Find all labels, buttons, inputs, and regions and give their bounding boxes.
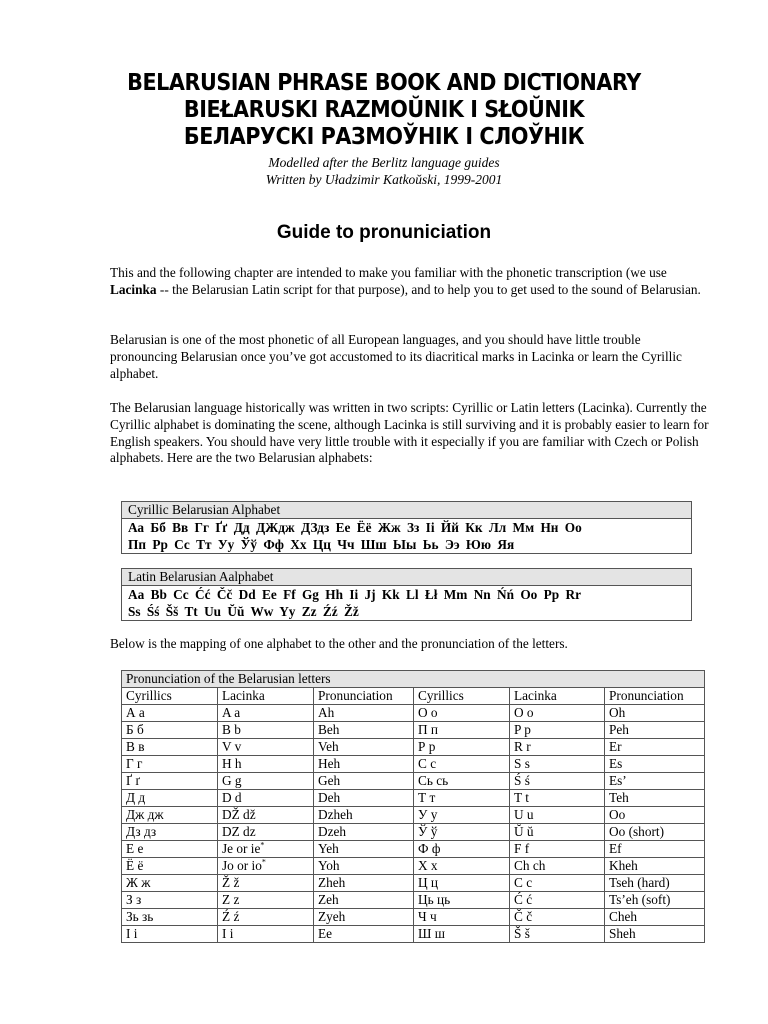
table-cell: С с [414, 756, 510, 773]
paragraph-phonetic-text: Belarusian is one of the most phonetic of all European languages, and you should have little trouble pronouncing Belarusian once you’ve got accustomed to its diacritical marks in Lacinka or learn the Cyrillic alphabet. [110, 332, 682, 381]
table-cell: В в [122, 739, 218, 756]
pronunciation-table [121, 670, 705, 943]
table-cell: Heh [314, 756, 414, 773]
table-row [122, 909, 705, 926]
table-row [122, 926, 705, 943]
table-cell: Dzheh [314, 807, 414, 824]
table-cell: Х х [414, 858, 510, 875]
table-row [122, 858, 705, 875]
table-cell: Er [605, 739, 705, 756]
paragraph-phonetic [110, 332, 710, 382]
table-cell: А а [122, 705, 218, 722]
table-row [122, 705, 705, 722]
table-row [122, 722, 705, 739]
table-cell: П п [414, 722, 510, 739]
table-cell: Д д [122, 790, 218, 807]
table-cell: Ч ч [414, 909, 510, 926]
table-row [122, 875, 705, 892]
column-header: Lacinka [510, 688, 605, 705]
table-cell: Ў ў [414, 824, 510, 841]
table-cell: Б б [122, 722, 218, 739]
table-cell: У у [414, 807, 510, 824]
table-cell: C c [510, 875, 605, 892]
table-cell: S s [510, 756, 605, 773]
table-cell: Kheh [605, 858, 705, 875]
footnote-mark: * [261, 857, 266, 867]
title-english: BELARUSIAN PHRASE BOOK AND DICTIONARY [127, 70, 641, 96]
table-cell: Ee [314, 926, 414, 943]
table-cell: F f [510, 841, 605, 858]
subtitle-author: Written by Uładzimir Katkoŭski, 1999-2001 [265, 172, 503, 187]
table-cell: I i [218, 926, 314, 943]
table-cell: Zyeh [314, 909, 414, 926]
table-cell: Зь зь [122, 909, 218, 926]
table-cell: Zeh [314, 892, 414, 909]
table-cell: Т т [414, 790, 510, 807]
table-cell: Ah [314, 705, 414, 722]
column-header: Lacinka [218, 688, 314, 705]
table-cell: Ts’eh (soft) [605, 892, 705, 909]
title-block [0, 70, 768, 188]
pronunciation-table-header-row [122, 688, 705, 705]
table-cell: Oo [605, 807, 705, 824]
table-cell: O o [510, 705, 605, 722]
cyrillic-alphabet-box [121, 501, 692, 554]
paragraph-intro-part1: This and the following chapter are intended to make you familiar with the phonetic transcription (we use [110, 265, 667, 280]
latin-alphabet-box [121, 568, 692, 621]
paragraph-intro-part2: -- the Belarusian Latin script for that purpose), and to help you to get used to the sound of Belarusian. [156, 281, 701, 297]
table-cell: Ж ж [122, 875, 218, 892]
table-cell: Ё ё [122, 858, 218, 875]
table-cell: Ch ch [510, 858, 605, 875]
table-cell: Je or ie* [218, 841, 314, 858]
table-cell: Г г [122, 756, 218, 773]
table-cell: Ц ц [414, 875, 510, 892]
table-cell: A a [218, 705, 314, 722]
table-cell: P p [510, 722, 605, 739]
latin-alphabet-row-2: Ss Śś Šš Tt Uu Ŭŭ Ww Yy Zz Źź Žž [128, 604, 359, 619]
table-cell: Teh [605, 790, 705, 807]
table-cell: R r [510, 739, 605, 756]
table-cell: Ž ž [218, 875, 314, 892]
table-row [122, 790, 705, 807]
table-cell: Deh [314, 790, 414, 807]
paragraph-scripts [110, 400, 710, 467]
table-cell: Sheh [605, 926, 705, 943]
table-cell: T t [510, 790, 605, 807]
table-cell: Tseh (hard) [605, 875, 705, 892]
table-cell: D d [218, 790, 314, 807]
pronunciation-table-caption-row [122, 671, 705, 688]
table-row [122, 824, 705, 841]
table-cell: DŽ dž [218, 807, 314, 824]
cyrillic-alphabet-title: Cyrillic Belarusian Alphabet [122, 502, 691, 519]
table-cell: І і [122, 926, 218, 943]
table-cell: Ш ш [414, 926, 510, 943]
table-cell: Dzeh [314, 824, 414, 841]
table-row [122, 841, 705, 858]
table-row [122, 807, 705, 824]
paragraph-scripts-text: The Belarusian language historically was written in two scripts: Cyrillic or Latin letters (Lacinka). Currently the Cyrillic alphabet is dominating the scene, although Lacinka is still surviving and it is probably easier to learn for English speakers. You should have very little trouble with it especially if you are familiar with Czech or Polish alphabets. Here are the two Belarusian alphabets: [110, 400, 709, 466]
column-header: Pronunciation [314, 688, 414, 705]
table-cell: V v [218, 739, 314, 756]
paragraph-intro [110, 265, 710, 299]
table-cell: Š š [510, 926, 605, 943]
table-row [122, 739, 705, 756]
section-heading: Guide to pronuniciation [276, 222, 492, 243]
table-cell: Es’ [605, 773, 705, 790]
table-cell: H h [218, 756, 314, 773]
table-cell: Ць ць [414, 892, 510, 909]
table-cell: Oh [605, 705, 705, 722]
mapping-intro: Below is the mapping of one alphabet to the other and the pronunciation of the letters. [110, 636, 568, 651]
table-cell: Дж дж [122, 807, 218, 824]
table-cell: Oo (short) [605, 824, 705, 841]
table-cell: Es [605, 756, 705, 773]
table-cell: Сь сь [414, 773, 510, 790]
table-cell: О о [414, 705, 510, 722]
table-cell: Ŭ ŭ [510, 824, 605, 841]
table-cell: Peh [605, 722, 705, 739]
table-cell: U u [510, 807, 605, 824]
table-cell: Č č [510, 909, 605, 926]
table-cell: Ś ś [510, 773, 605, 790]
table-cell: Jo or io* [218, 858, 314, 875]
table-cell: З з [122, 892, 218, 909]
table-cell: Ź ź [218, 909, 314, 926]
table-cell: Ef [605, 841, 705, 858]
table-cell: Yeh [314, 841, 414, 858]
lacinka-term: Lacinka [110, 281, 157, 297]
table-cell: Ґ ґ [122, 773, 218, 790]
table-cell: Е е [122, 841, 218, 858]
table-cell: DZ dz [218, 824, 314, 841]
table-cell: Zheh [314, 875, 414, 892]
table-row [122, 892, 705, 909]
latin-alphabet-title: Latin Belarusian Aalphabet [122, 569, 691, 586]
table-cell: Дз дз [122, 824, 218, 841]
table-cell: Veh [314, 739, 414, 756]
latin-alphabet-row-1: Aa Bb Cc Ćć Čč Dd Ee Ff Gg Hh Ii Jj Kk Ll Łł Mm Nn Ńń Oo Pp Rr [128, 587, 582, 602]
table-cell: Ф ф [414, 841, 510, 858]
table-cell: Beh [314, 722, 414, 739]
table-cell: G g [218, 773, 314, 790]
table-cell: Ć ć [510, 892, 605, 909]
column-header: Pronunciation [605, 688, 705, 705]
subtitle-berlitz: Modelled after the Berlitz language guides [268, 155, 500, 170]
title-cyrillic: БЕЛАРУСКІ РАЗМОЎНІК І СЛОЎНІК [183, 124, 585, 150]
table-row [122, 773, 705, 790]
table-cell: Р р [414, 739, 510, 756]
table-row [122, 756, 705, 773]
table-cell: Geh [314, 773, 414, 790]
table-cell: Yoh [314, 858, 414, 875]
pronunciation-table-caption: Pronunciation of the Belarusian letters [122, 671, 705, 688]
cyrillic-alphabet-row-2: Пп Рр Сс Тт Уу Ўў Фф Хх Цц Чч Шш Ыы Ьь Ээ Юю Яя [128, 537, 515, 552]
table-cell: B b [218, 722, 314, 739]
table-cell: Z z [218, 892, 314, 909]
column-header: Cyrillics [122, 688, 218, 705]
column-header: Cyrillics [414, 688, 510, 705]
table-cell: Cheh [605, 909, 705, 926]
cyrillic-alphabet-row-1: Аа Бб Вв Гг Ґґ Дд ДЖдж ДЗдз Ее Ёё Жж Зз Іі Йй Кк Лл Мм Нн Оо [128, 520, 582, 535]
title-lacinka: BIEŁARUSKI RAZMOŬNIK I SŁOŬNIK [183, 97, 585, 123]
footnote-mark: * [260, 840, 265, 850]
